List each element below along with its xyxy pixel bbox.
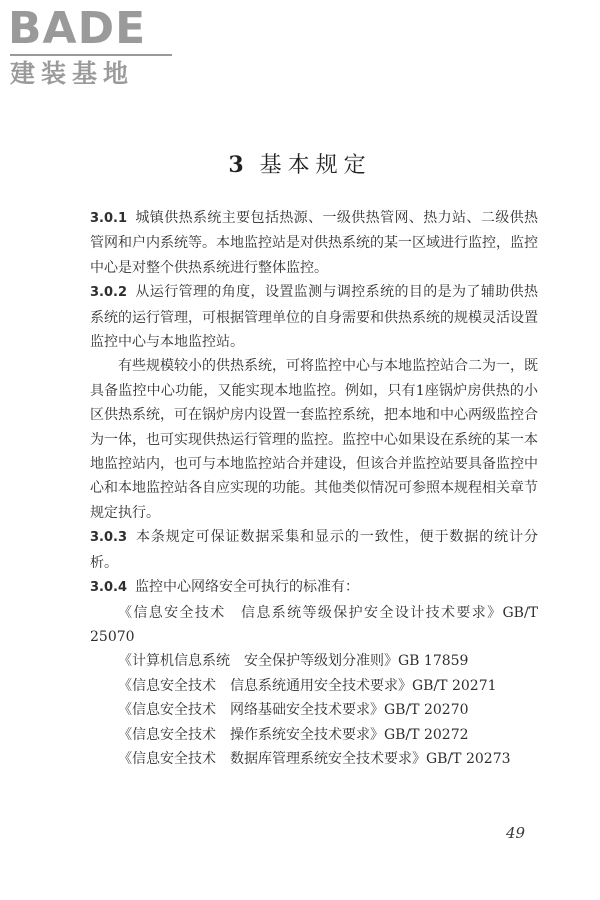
clause-number: 3.0.1 [90, 211, 128, 226]
logo-divider [10, 54, 172, 56]
clause-number: 3.0.2 [90, 285, 128, 301]
clause-number: 3.0.3 [90, 530, 128, 546]
clause-3-0-2-explanation: 有些规模较小的供热系统，可将监控中心与本地监控站合二为一，既具备监控中心功能，又能实现本地监控。例如，只有1座锅炉房供热的小区供热系统，可在锅炉房内设置一套监控系统，把本地和中心两级监控合为一体，也可实现供热运行管理的监控。监控中心如果设在系统的某一本地监控站内，也可与本地监控站合并建设，但该合并监控站要具备监控中心和本地监控站各自应实现的功能。其他类似情况可参照本规程相关章节规定执行。 [90, 358, 538, 521]
publisher-logo [8, 3, 178, 90]
clause-text: 城镇供热系统主要包括热源、一级供热管网、热力站、二级供热管网和户内系统等。本地监控站是对供热系统的某一区域进行监控，监控中心是对整个供热系统进行整体监控。 [90, 210, 538, 276]
standard-item: 《信息安全技术 信息系统等级保护安全设计技术要求》GB/T 25070 [90, 604, 538, 645]
standard-item: 《信息安全技术 操作系统安全技术要求》GB/T 20272 [118, 726, 469, 743]
clause-text: 本条规定可保证数据采集和显示的一致性，便于数据的统计分析。 [90, 529, 538, 571]
chapter-heading [0, 150, 600, 181]
clause-3-0-3 [90, 525, 538, 575]
chapter-number: 3 [228, 152, 250, 178]
logo-subtitle: 建装基地 [10, 59, 135, 88]
page-body [90, 206, 538, 771]
clause-3-0-4 [90, 575, 538, 600]
clause-text: 监控中心网络安全可执行的标准有： [135, 579, 360, 596]
clause-3-0-1 [90, 206, 538, 280]
standard-item: 《信息安全技术 信息系统通用安全技术要求》GB/T 20271 [118, 677, 497, 694]
standard-item: 《信息安全技术 网络基础安全技术要求》GB/T 20270 [118, 702, 469, 719]
standard-item: 《计算机信息系统 安全保护等级划分准则》GB 17859 [118, 653, 469, 670]
clause-text: 从运行管理的角度，设置监测与调控系统的目的是为了辅助供热系统的运行管理，可根据管理单位的自身需要和供热系统的规模灵活设置监控中心与本地监控站。 [90, 284, 538, 351]
standard-item: 《信息安全技术 数据库管理系统安全技术要求》GB/T 20273 [118, 750, 511, 767]
page-number: 49 [506, 824, 526, 842]
logo-wordmark: BADE [8, 3, 147, 54]
clause-3-0-2 [90, 280, 538, 354]
chapter-title: 基本规定 [259, 153, 372, 178]
clause-number: 3.0.4 [90, 580, 128, 596]
